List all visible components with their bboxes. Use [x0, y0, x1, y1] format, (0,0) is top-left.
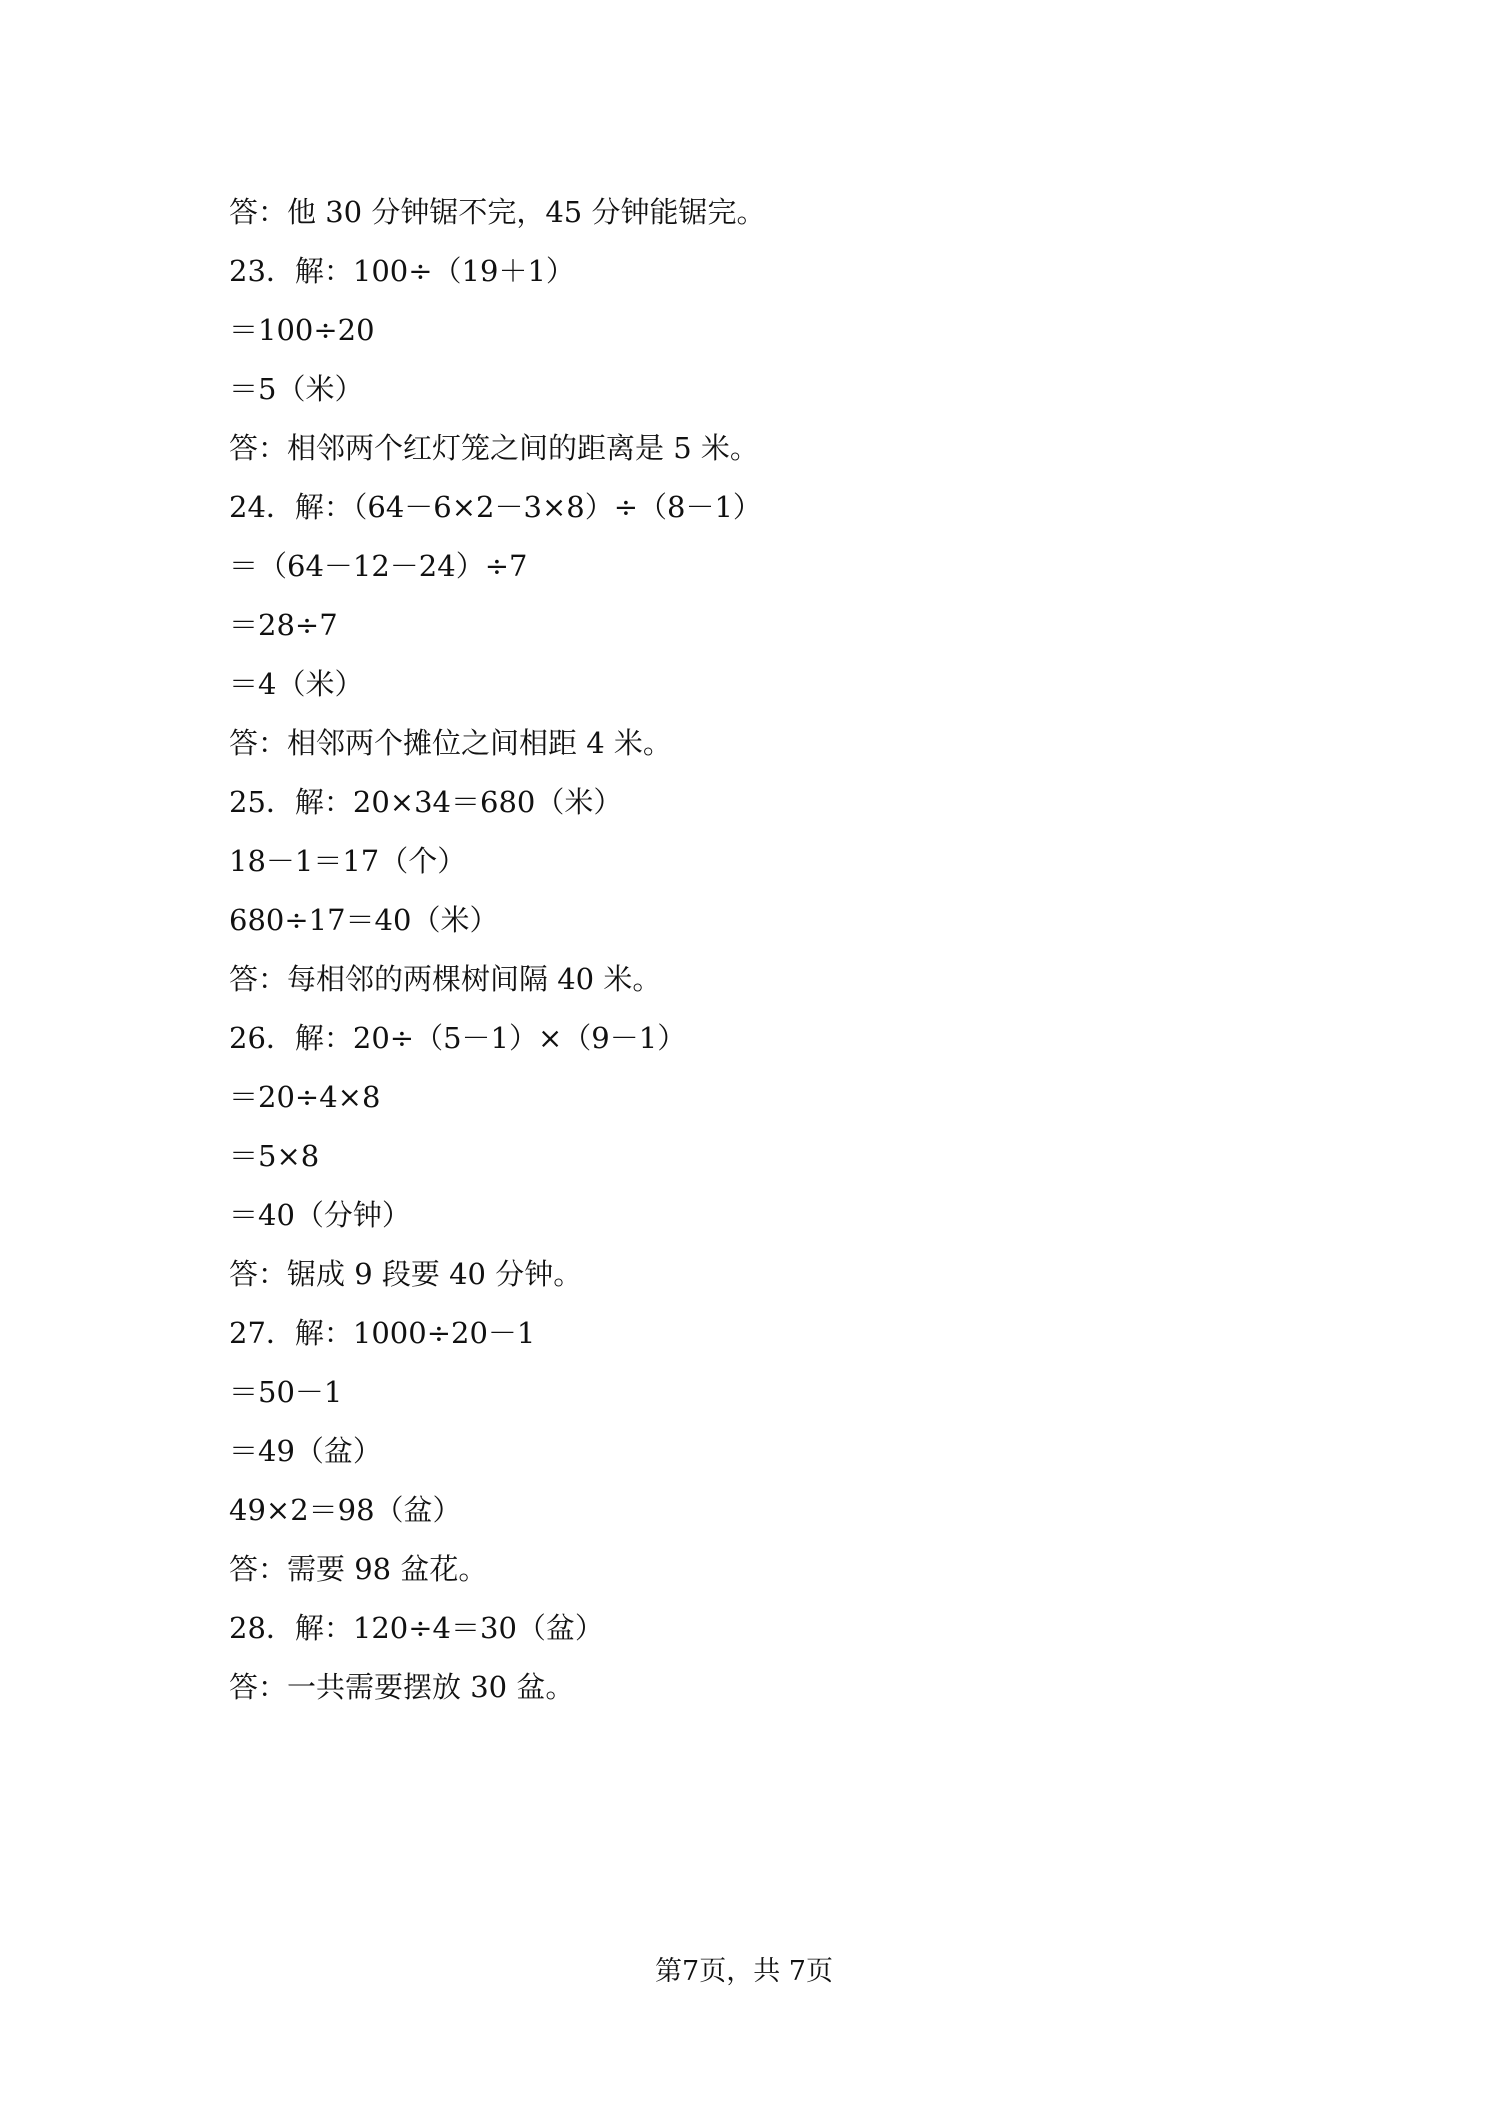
solution-26-step-1: ＝20÷4×8	[229, 1080, 381, 1114]
solution-24-step-2: ＝28÷7	[229, 608, 338, 642]
page-footer: 第7页，共 7页	[655, 1956, 833, 1987]
solution-26-step-2: ＝5×8	[229, 1139, 320, 1173]
solution-24-step-3: ＝4（米）	[229, 667, 364, 701]
solution-23-step-1: ＝100÷20	[229, 313, 375, 347]
solution-25-header: 25．解：20×34＝680（米）	[229, 785, 623, 819]
solution-23-step-2: ＝5（米）	[229, 372, 364, 406]
solution-25-step-1: 18－1＝17（个）	[229, 844, 467, 878]
solution-23-header: 23．解：100÷（19＋1）	[229, 254, 575, 288]
solution-28-header: 28．解：120÷4＝30（盆）	[229, 1611, 604, 1645]
answer-content	[229, 190, 1329, 1724]
solution-26-header: 26．解：20÷（5－1）×（9－1）	[229, 1021, 687, 1055]
answer-line-28: 答：一共需要摆放 30 盆。	[229, 1670, 575, 1704]
solution-27-header: 27．解：1000÷20－1	[229, 1316, 536, 1350]
answer-line-26: 答：锯成 9 段要 40 分钟。	[229, 1257, 583, 1291]
answer-line-25: 答：每相邻的两棵树间隔 40 米。	[229, 962, 662, 996]
solution-24-step-1: ＝（64－12－24）÷7	[229, 549, 528, 583]
solution-24-header: 24．解：（64－6×2－3×8）÷（8－1）	[229, 490, 762, 524]
solution-26-step-3: ＝40（分钟）	[229, 1198, 411, 1232]
answer-line-24: 答：相邻两个摊位之间相距 4 米。	[229, 726, 672, 760]
solution-25-step-2: 680÷17＝40（米）	[229, 903, 499, 937]
answer-line-23: 答：相邻两个红灯笼之间的距离是 5 米。	[229, 431, 759, 465]
solution-27-step-2: ＝49（盆）	[229, 1434, 382, 1468]
solution-27-step-1: ＝50－1	[229, 1375, 343, 1409]
answer-line-27: 答：需要 98 盆花。	[229, 1552, 488, 1586]
answer-line-22: 答：他 30 分钟锯不完，45 分钟能锯完。	[229, 195, 766, 229]
solution-27-step-3: 49×2＝98（盆）	[229, 1493, 462, 1527]
